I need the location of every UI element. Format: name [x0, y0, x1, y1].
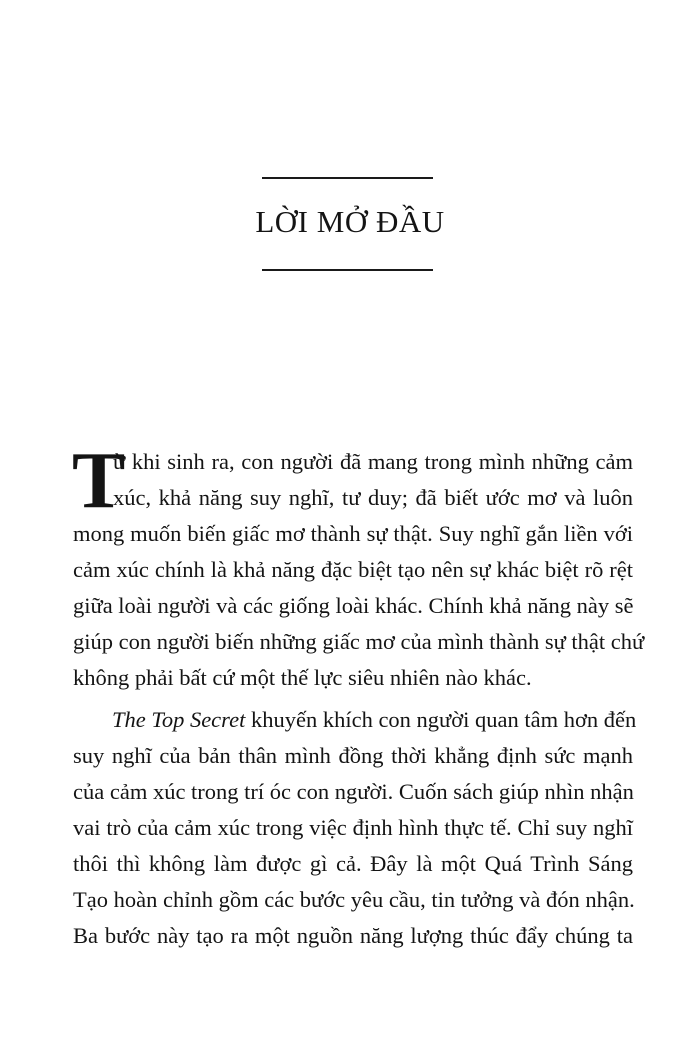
text-line: thôi thì không làm được gì cả. Đây là một Quá Trình Sáng [73, 851, 633, 876]
text-line: Ba bước này tạo ra một nguồn năng lượng thúc đẩy chúng ta [73, 923, 633, 948]
text-line: không phải bất cứ một thế lực siêu nhiên nào khác. [73, 665, 532, 690]
title-rule-top [262, 177, 433, 179]
text-line: cảm xúc chính là khả năng đặc biệt tạo nên sự khác biệt rõ rệt [73, 557, 633, 582]
text-line: giúp con người biến những giấc mơ của mình thành sự thật chứ [73, 629, 645, 654]
text-line: giữa loài người và các giống loài khác. Chính khả năng này sẽ [73, 593, 634, 618]
text-line: của cảm xúc trong trí óc con người. Cuốn sách giúp nhìn nhận [73, 779, 634, 804]
drop-cap: T [72, 437, 126, 525]
text-span: khuyến khích con người quan tâm hơn đến [245, 707, 637, 732]
text-line: vai trò của cảm xúc trong việc định hình thực tế. Chỉ suy nghĩ [73, 815, 633, 840]
title-rule-bottom [262, 269, 433, 271]
text-line: suy nghĩ của bản thân mình đồng thời khẳng định sức mạnh [73, 743, 633, 768]
text-line [112, 702, 637, 738]
text-line: xúc, khả năng suy nghĩ, tư duy; đã biết ước mơ và luôn [113, 485, 633, 510]
text-line: ừ khi sinh ra, con người đã mang trong mình những cảm [113, 449, 633, 474]
book-title: The Top Secret [112, 707, 246, 732]
chapter-title: LỜI MỞ ĐẦU [255, 204, 445, 239]
text-line: Tạo hoàn chỉnh gồm các bước yêu cầu, tin tưởng và đón nhận. [73, 887, 635, 912]
text-line: mong muốn biến giấc mơ thành sự thật. Suy nghĩ gắn liền với [73, 521, 633, 546]
